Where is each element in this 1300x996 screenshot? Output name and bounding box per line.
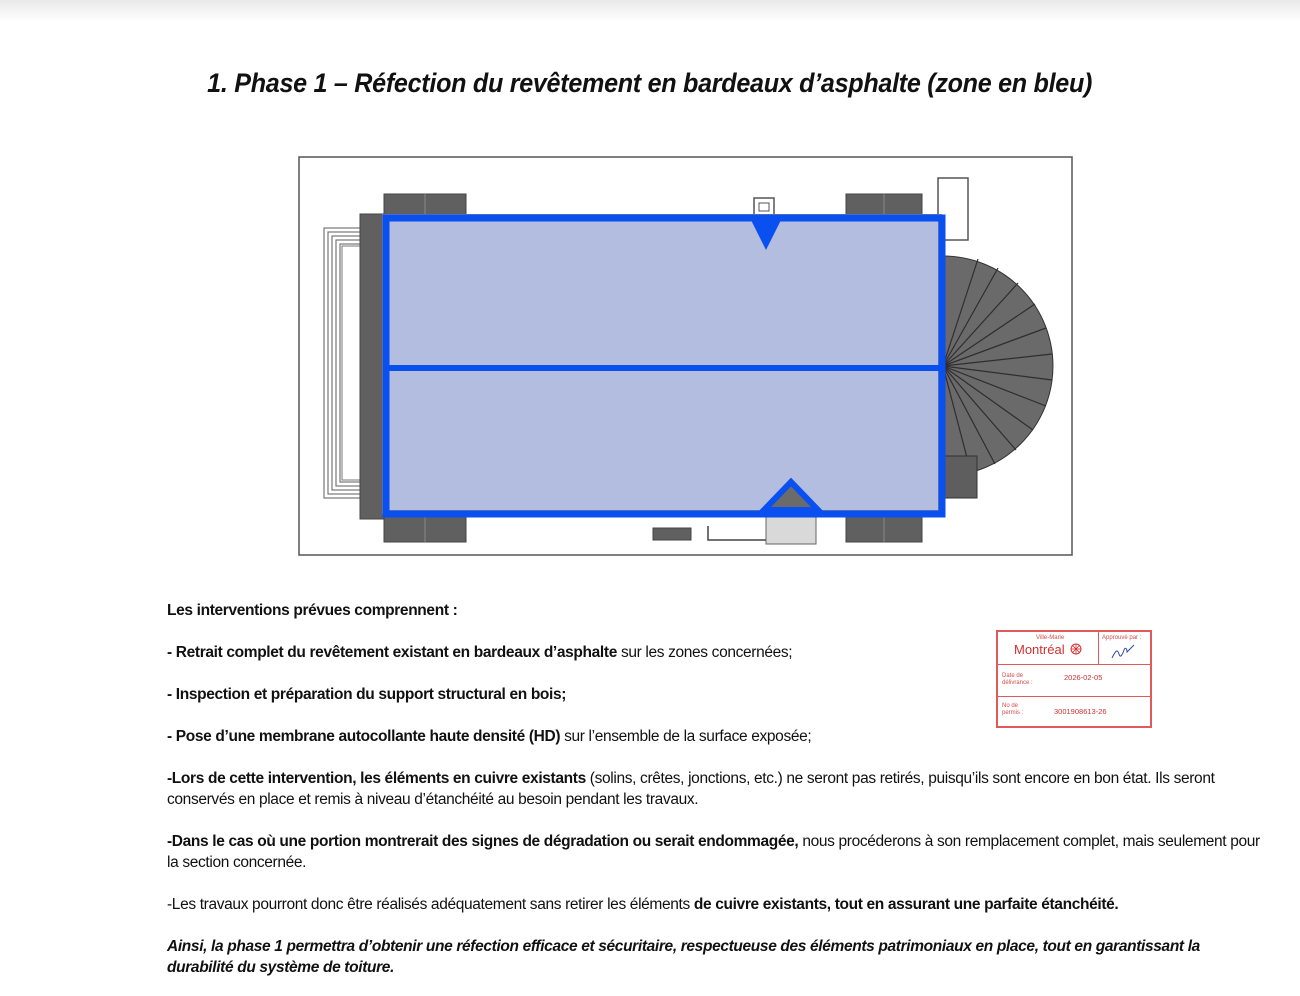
stamp-borough: Ville-Marie	[1036, 635, 1065, 641]
signature-icon	[1110, 642, 1136, 662]
list-item: -Dans le cas où une portion montrerait des signes de dégradation ou serait endommagée, nous procéderons à son remplacement complet, mais seulement pour la section concernée.	[167, 833, 1260, 871]
stamp-permit-label: No de permis :	[1002, 703, 1024, 716]
highlighted-roof-zone	[382, 214, 942, 514]
stamp-date-value: 2026-02-05	[1064, 673, 1103, 682]
stamp-approved-label: Approuvé par :	[1102, 635, 1142, 641]
list-item: - Pose d’une membrane autocollante haute densité (HD) sur l’ensemble de la surface exposée;	[167, 728, 812, 745]
conclusion-paragraph: Ainsi, la phase 1 permettra d’obtenir une réfection efficace et sécuritaire, respectueuse des éléments patrimoniaux en place, tout en garantissant la durabilité du système de toiture.	[167, 938, 1200, 976]
list-item: - Inspection et préparation du support structural en bois;	[167, 686, 567, 703]
interventions-heading: Les interventions prévues comprennent :	[167, 602, 458, 619]
list-item: -Lors de cette intervention, les éléments en cuivre existants (solins, crêtes, jonctions, etc.) ne seront pas retirés, puisqu’ils sont encore en bon état. Ils seront conservés en place et remis à niveau d’étanchéité au besoin pendant les travaux.	[167, 770, 1215, 808]
roof-plan-drawing	[298, 156, 1073, 556]
montreal-rosette-icon	[1070, 643, 1082, 655]
approval-stamp	[996, 630, 1152, 728]
page-title: 1. Phase 1 – Réfection du revêtement en bardeaux d’asphalte (zone en bleu)	[207, 68, 1093, 98]
bottom-entrance	[766, 516, 816, 544]
stamp-date-label: Date de délivrance :	[1002, 673, 1033, 686]
list-item: -Les travaux pourront donc être réalisés adéquatement sans retirer les éléments de cuivre existants, tout en assurant une parfaite étanchéité.	[167, 896, 1119, 913]
stamp-permit-value: 3001908613-26	[1054, 707, 1107, 716]
stamp-city-logo: Montréal	[1014, 642, 1065, 657]
page-top-edge	[0, 0, 1300, 22]
list-item: - Retrait complet du revêtement existant en bardeaux d’asphalte sur les zones concernées;	[167, 644, 793, 661]
